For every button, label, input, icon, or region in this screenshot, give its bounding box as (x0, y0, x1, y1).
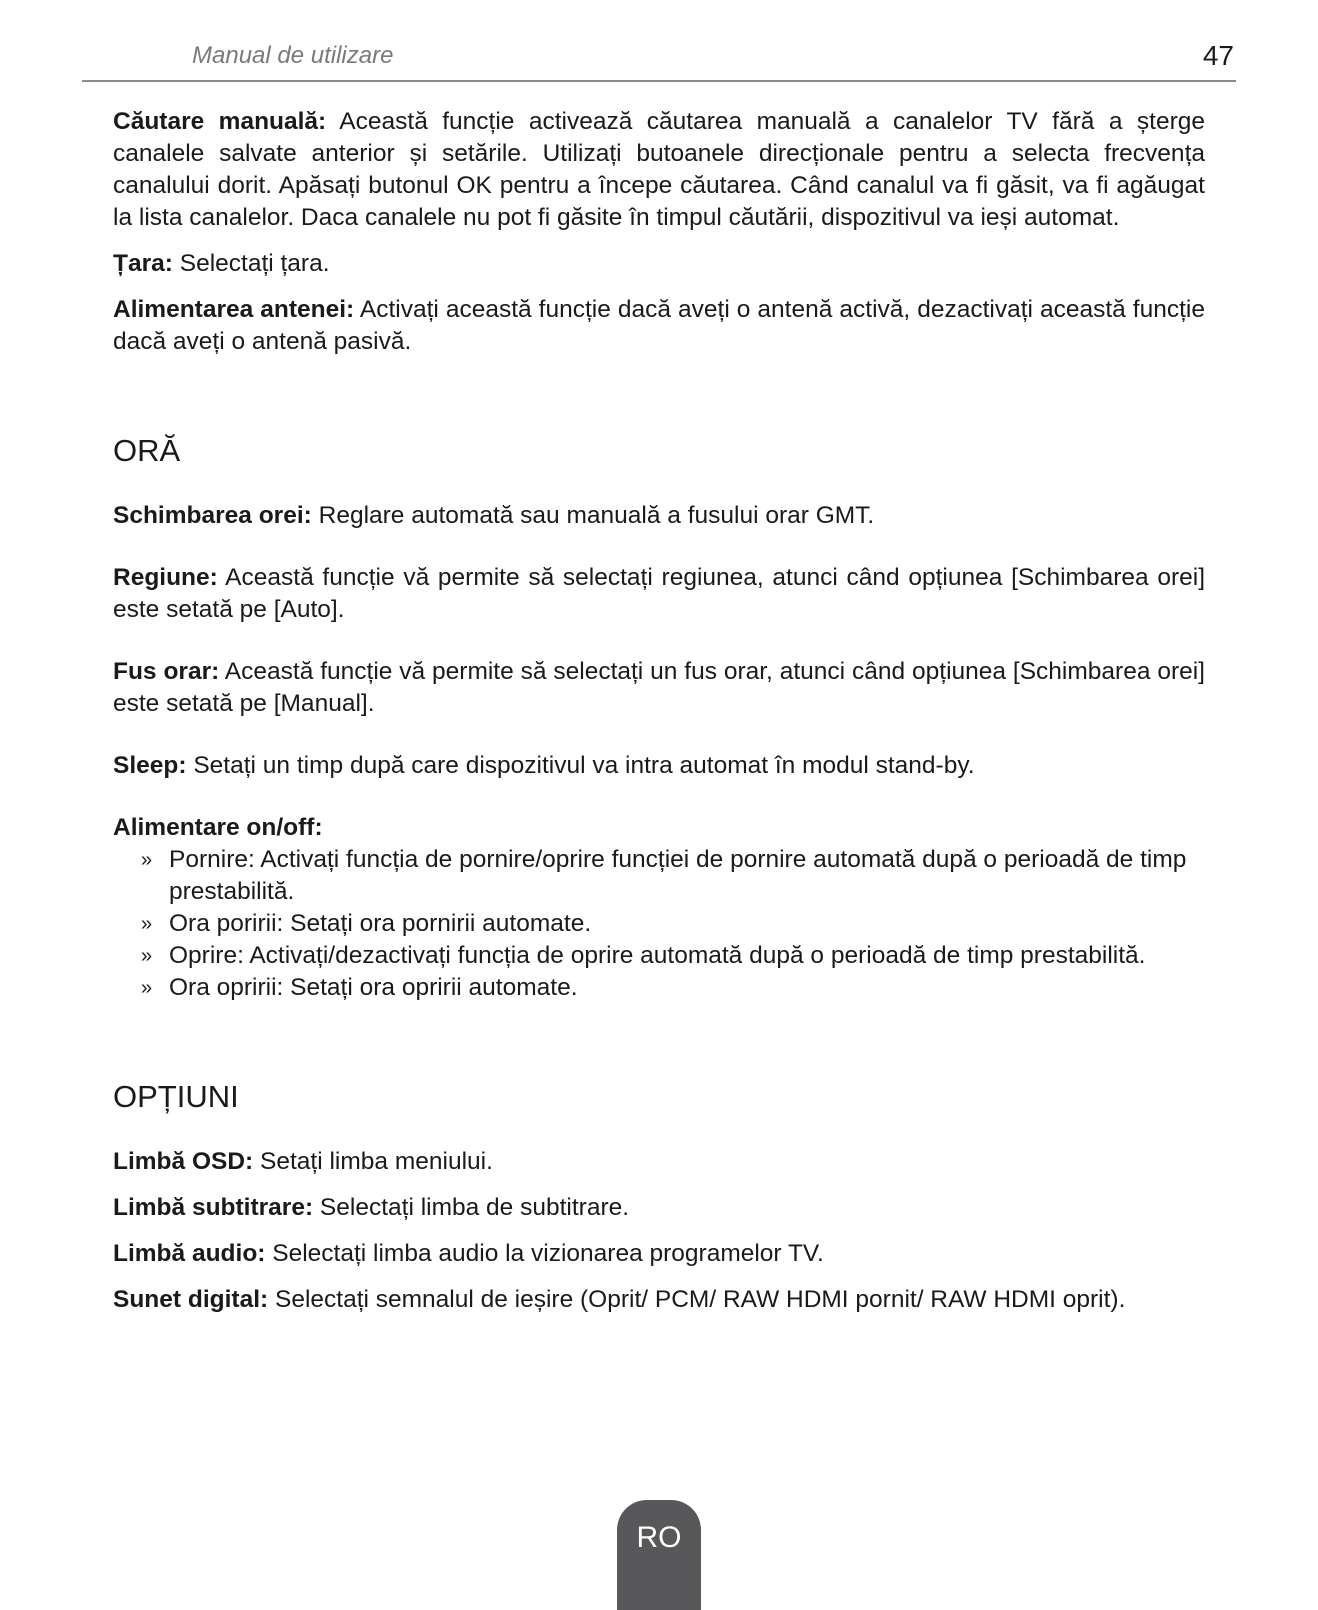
list-item (141, 972, 1205, 1004)
term-label: Fus orar: (113, 658, 220, 685)
term-description: Activați această funcție dacă aveți o antenă activă, dezactivați această funcție dacă aveți o antenă pasivă. (113, 296, 1205, 355)
section-heading-ora: ORĂ (113, 433, 181, 468)
list-item-text: Pornire: Activați funcția de pornire/oprire funcției de pornire automată după o perioadă de timp prestabilită. (169, 846, 1187, 905)
paragraph-sunet-digital (113, 1284, 1205, 1316)
paragraph-alimentare-on-off (113, 812, 1205, 844)
term-label: Limbă audio: (113, 1240, 266, 1267)
term-description: Reglare automată sau manuală a fusului orar GMT. (311, 502, 875, 529)
term-description: Setați un timp după care dispozitivul va intra automat în modul stand-by. (186, 752, 975, 779)
page-header (82, 36, 1236, 82)
bullet-icon: » (141, 849, 153, 871)
paragraph-alimentarea-antenei (113, 294, 1205, 358)
term-description: Această funcție vă permite să selectați regiunea, atunci când opțiunea [Schimbarea orei] este setată pe [Auto]. (113, 564, 1205, 623)
paragraph-sleep (113, 750, 1205, 782)
term-label: Limbă subtitrare: (113, 1194, 314, 1221)
term-description: Setați limba meniului. (253, 1148, 493, 1175)
section-heading-optiuni: OPȚIUNI (113, 1079, 239, 1114)
term-label: Sunet digital: (113, 1286, 269, 1313)
list-item-text: Ora opririi: Setați ora opririi automate. (169, 974, 578, 1001)
list-item (141, 844, 1205, 908)
list-item-text: Oprire: Activați/dezactivați funcția de oprire automată după o perioadă de timp prestabilită. (169, 942, 1146, 969)
paragraph-limba-subtitrare (113, 1192, 1205, 1224)
term-description: Selectați limba audio la vizionarea programelor TV. (265, 1240, 824, 1267)
paragraph-limba-osd (113, 1146, 1205, 1178)
bullet-icon: » (141, 945, 153, 967)
term-label: Sleep: (113, 752, 187, 779)
term-label: Țara: (113, 250, 173, 277)
term-label: Regiune: (113, 564, 218, 591)
term-label: Căutare manuală: (113, 108, 327, 135)
term-label: Alimentare on/off: (113, 814, 323, 841)
page-number: 47 (1202, 40, 1234, 71)
bullet-list-alimentare (113, 844, 1205, 1004)
paragraph-tara (113, 248, 1205, 280)
paragraph-fus-orar (113, 656, 1205, 720)
list-item-text: Ora poririi: Setați ora pornirii automate. (169, 910, 592, 937)
language-tab: RO (617, 1500, 701, 1610)
paragraph-schimbarea-orei (113, 500, 1205, 532)
bullet-icon: » (141, 913, 153, 935)
bullet-icon: » (141, 977, 153, 999)
term-description: Această funcție activează căutarea manuală a canalelor TV fără a șterge canalele salvate anterior și setările. Utilizați butoanele direcționale pentru a selecta frecvența canalului dorit. Apăsați butonul OK pentru a începe căutarea. Când canalul va fi găsit, va fi agăugat la lista canalelor. Daca canalele nu pot fi găsite în timpul căutării, dispozitivul va ieși automat. (113, 108, 1205, 231)
list-item (141, 940, 1205, 972)
paragraph-limba-audio (113, 1238, 1205, 1270)
term-label: Alimentarea antenei: (113, 296, 355, 323)
term-description: Selectați limba de subtitrare. (313, 1194, 630, 1221)
term-label: Limbă OSD: (113, 1148, 254, 1175)
paragraph-cautare-manuala (113, 106, 1205, 234)
term-description: Selectați țara. (172, 250, 330, 277)
term-description: Această funcție vă permite să selectați un fus orar, atunci când opțiunea [Schimbarea orei] este setată pe [Manual]. (113, 658, 1205, 717)
term-label: Schimbarea orei: (113, 502, 312, 529)
term-description: Selectați semnalul de ieșire (Oprit/ PCM/ RAW HDMI pornit/ RAW HDMI oprit). (268, 1286, 1126, 1313)
paragraph-regiune (113, 562, 1205, 626)
page-content (113, 106, 1205, 1316)
list-item (141, 908, 1205, 940)
header-title: Manual de utilizare (192, 42, 394, 69)
